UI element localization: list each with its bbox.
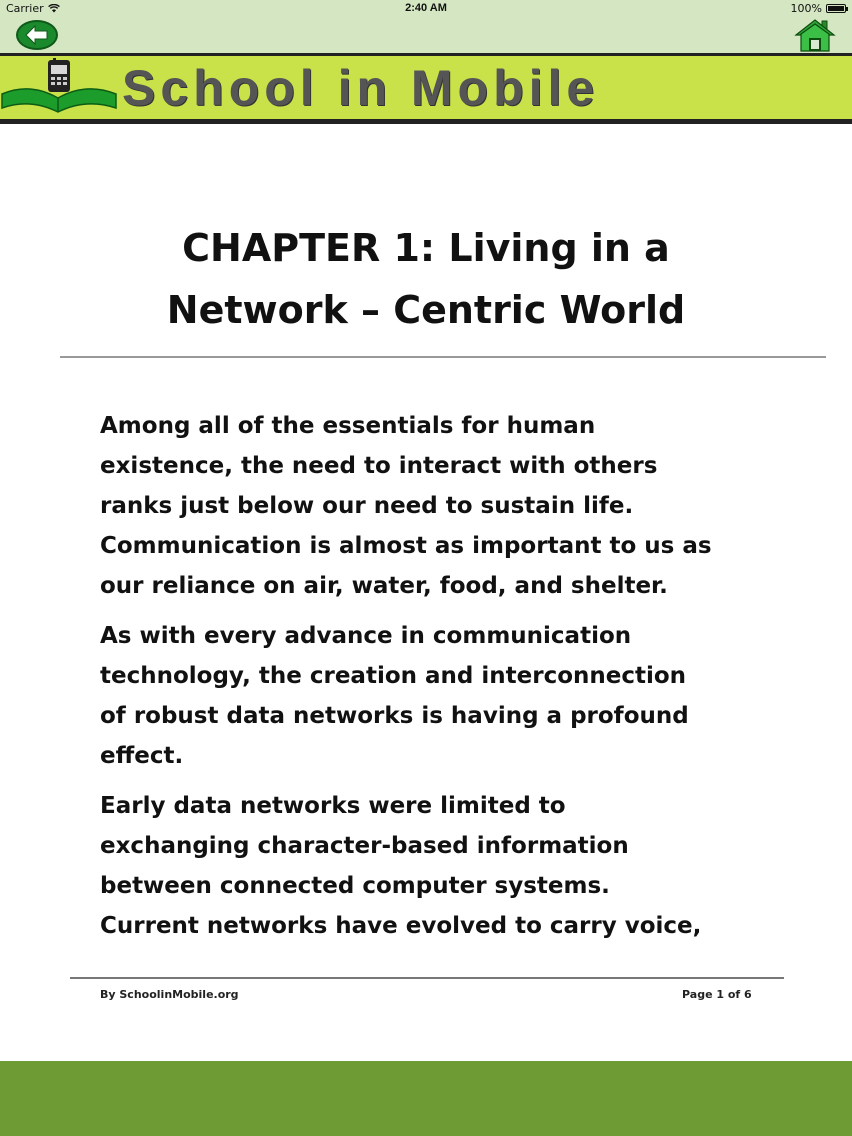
home-icon xyxy=(796,20,834,51)
paragraph-line: technology, the creation and interconnection xyxy=(100,663,687,689)
paragraph-line: existence, the need to interact with others xyxy=(100,453,658,479)
paragraph-line: between connected computer systems. xyxy=(100,873,610,899)
paragraph-line: Current networks have evolved to carry voice, xyxy=(100,913,702,939)
home-button[interactable] xyxy=(794,18,836,52)
back-arrow-icon xyxy=(24,24,50,46)
paragraph-line: ranks just below our need to sustain life. xyxy=(100,493,634,519)
chapter-title-line-1: CHAPTER 1: Living in a xyxy=(182,226,670,270)
chapter-title xyxy=(0,217,852,341)
paragraph-2 xyxy=(100,616,800,776)
footer-divider xyxy=(70,977,784,979)
paragraph-1 xyxy=(100,406,800,606)
footer-source: By SchoolinMobile.org xyxy=(100,988,239,1001)
paragraph-line: exchanging character-based information xyxy=(100,833,629,859)
battery-icon xyxy=(826,4,846,13)
navigation-bar xyxy=(0,18,852,54)
paragraph-line: Early data networks were limited to xyxy=(100,793,566,819)
paragraph-line: of robust data networks is having a profound xyxy=(100,703,689,729)
status-bar xyxy=(0,0,852,18)
page-indicator: Page 1 of 6 xyxy=(682,988,752,1001)
battery-indicator xyxy=(791,2,846,15)
paragraph-line: our reliance on air, water, food, and shelter. xyxy=(100,573,668,599)
status-time: 2:40 AM xyxy=(405,2,447,14)
title-divider xyxy=(60,356,826,358)
paragraph-line: As with every advance in communication xyxy=(100,623,632,649)
brand-banner xyxy=(0,56,852,119)
battery-label: 100% xyxy=(790,2,822,15)
paragraph-line: Communication is almost as important to us as xyxy=(100,533,712,559)
back-button[interactable] xyxy=(16,20,58,50)
document-page[interactable] xyxy=(0,124,852,1061)
bottom-bar xyxy=(0,1061,852,1136)
chapter-body xyxy=(100,406,800,956)
school-in-mobile-logo xyxy=(0,58,118,116)
brand-name: School in Mobile xyxy=(122,60,600,116)
carrier-label: Carrier xyxy=(6,2,44,15)
paragraph-line: effect. xyxy=(100,743,184,769)
chapter-title-line-2: Network – Centric World xyxy=(166,288,686,332)
paragraph-line: Among all of the essentials for human xyxy=(100,413,596,439)
paragraph-3 xyxy=(100,786,800,946)
